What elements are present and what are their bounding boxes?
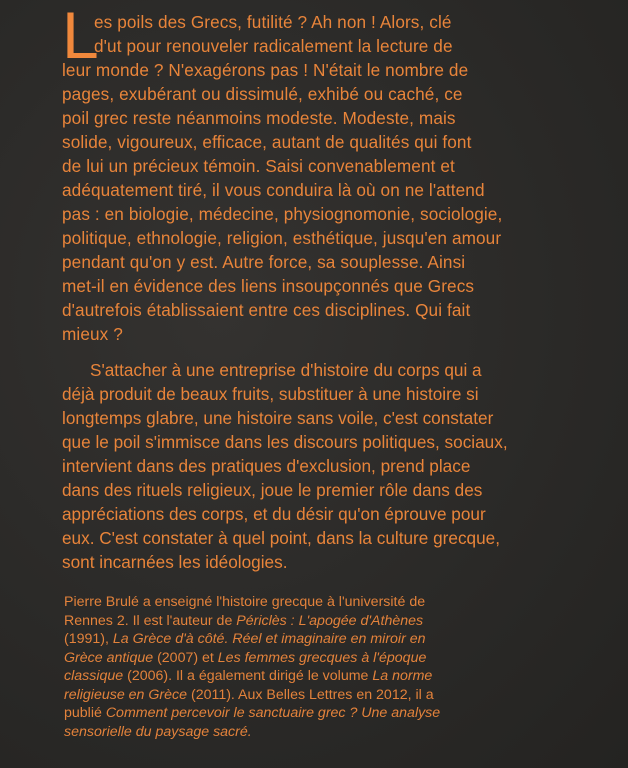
bio-line: Grèce antique (2007) et Les femmes grecques à l'époque bbox=[64, 649, 427, 666]
text-line: eux. C'est constater à quel point, dans la culture grecque, bbox=[62, 528, 501, 548]
text-line: adéquatement tiré, il vous conduira là où on ne l'attend bbox=[62, 180, 485, 200]
paragraph-1 bbox=[62, 10, 552, 346]
bio-line: classique (2006). Il a également dirigé le volume La norme bbox=[64, 668, 433, 684]
bio-line: publié Comment percevoir le sanctuaire grec ? Une analyse bbox=[64, 705, 441, 721]
text-line: déjà produit de beaux fruits, substituer à une histoire si bbox=[62, 384, 479, 404]
text-line: sont incarnées les idéologies. bbox=[62, 552, 288, 572]
text-line: S'attacher à une entreprise d'histoire du corps qui a bbox=[90, 360, 482, 380]
text-line: que le poil s'immisce dans les discours politiques, sociaux, bbox=[62, 432, 508, 452]
text-line: pages, exubérant ou dissimulé, exhibé ou caché, ce bbox=[62, 84, 463, 104]
text-line: d'autrefois établissaient entre ces disciplines. Qui fait bbox=[62, 300, 471, 320]
text-line: politique, ethnologie, religion, esthétique, jusqu'en amour bbox=[62, 228, 502, 248]
text-line: mieux ? bbox=[62, 324, 123, 344]
bio-line: religieuse en Grèce (2011). Aux Belles Lettres en 2012, il a bbox=[64, 686, 434, 703]
text-line: longtemps glabre, une histoire sans voile, c'est constater bbox=[62, 408, 494, 428]
text-line: pendant qu'on y est. Autre force, sa souplesse. Ainsi bbox=[62, 252, 466, 272]
text-line: d'ut pour renouveler radicalement la lecture de bbox=[94, 36, 453, 56]
text-line: pas : en biologie, médecine, physiognomonie, sociologie, bbox=[62, 204, 503, 224]
bio-line: sensorielle du paysage sacré. bbox=[64, 723, 252, 740]
text-line: solide, vigoureux, efficace, autant de qualités qui font bbox=[62, 132, 472, 152]
bio-line: Rennes 2. Il est l'auteur de Périclès : L'apogée d'Athènes bbox=[64, 612, 424, 629]
text-line: dans des rituels religieux, joue le premier rôle dans des bbox=[62, 480, 483, 500]
text-line: es poils des Grecs, futilité ? Ah non ! Alors, clé bbox=[94, 12, 452, 32]
bio-line: (1991), La Grèce d'à côté. Réel et imaginaire en miroir en bbox=[64, 631, 426, 647]
text-line: met-il en évidence des liens insoupçonnés que Grecs bbox=[62, 276, 475, 296]
text-line: intervient dans des pratiques d'exclusion, prend place bbox=[62, 456, 471, 476]
paragraph-2 bbox=[62, 358, 552, 574]
text-line: appréciations des corps, et du désir qu'on éprouve pour bbox=[62, 504, 486, 524]
bio-line: Pierre Brulé a enseigné l'histoire grecque à l'université de bbox=[64, 594, 426, 610]
drop-cap-letter: L bbox=[62, 0, 99, 72]
author-bio bbox=[64, 593, 544, 741]
text-line: poil grec reste néanmoins modeste. Modeste, mais bbox=[62, 108, 456, 128]
text-line: de lui un précieux témoin. Saisi convenablement et bbox=[62, 156, 455, 176]
text-line: leur monde ? N'exagérons pas ! N'était le nombre de bbox=[62, 60, 469, 80]
